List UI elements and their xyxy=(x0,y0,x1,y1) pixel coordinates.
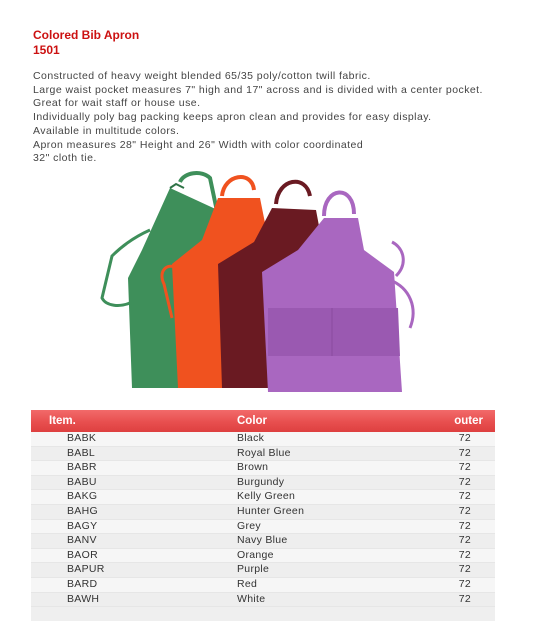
cell-color: White xyxy=(237,592,266,605)
table-row xyxy=(31,593,495,608)
table-row xyxy=(31,461,495,476)
cell-item: BAWH xyxy=(67,592,100,605)
product-code: 1501 xyxy=(33,43,60,57)
cell-color: Grey xyxy=(237,519,261,532)
cell-outer: 72 xyxy=(458,592,471,605)
table-row xyxy=(31,563,495,578)
cell-outer: 72 xyxy=(458,446,471,459)
table-footer xyxy=(31,607,495,621)
cell-item: BAOR xyxy=(67,548,98,561)
cell-color: Orange xyxy=(237,548,274,561)
cell-outer: 72 xyxy=(458,490,471,503)
cell-color: Kelly Green xyxy=(237,490,296,503)
description-line: Large waist pocket measures 7" high and 17" across and is divided with a center pocket. xyxy=(33,83,483,96)
table-row xyxy=(31,520,495,535)
cell-color: Brown xyxy=(237,461,269,474)
column-header-outer: outer xyxy=(454,415,483,427)
table-row xyxy=(31,476,495,491)
table-body xyxy=(31,432,495,607)
description-line: Constructed of heavy weight blended 65/35 poly/cotton twill fabric. xyxy=(33,70,371,82)
cell-outer: 72 xyxy=(458,475,471,488)
cell-color: Purple xyxy=(237,563,270,576)
cell-color: Black xyxy=(237,432,265,444)
cell-item: BAKG xyxy=(67,490,98,503)
cell-color: Red xyxy=(237,577,258,590)
cell-outer: 72 xyxy=(458,519,471,532)
cell-outer: 72 xyxy=(458,504,471,517)
table-row xyxy=(31,505,495,520)
cell-color: Burgundy xyxy=(237,475,285,488)
description-line: Great for wait staff or house use. xyxy=(33,97,201,110)
table-header xyxy=(31,410,495,432)
cell-item: BABU xyxy=(67,475,97,488)
table-row xyxy=(31,432,495,447)
table-row xyxy=(31,578,495,593)
description-line: 32" cloth tie. xyxy=(33,152,97,165)
description-line: Available in multitude colors. xyxy=(33,124,180,137)
cell-color: Royal Blue xyxy=(237,446,291,459)
table-row xyxy=(31,549,495,564)
cell-outer: 72 xyxy=(458,534,471,547)
description-line: Individually poly bag packing keeps apron clean and provides for easy display. xyxy=(33,111,432,124)
table-row xyxy=(31,447,495,462)
cell-outer: 72 xyxy=(458,432,471,444)
cell-item: BAGY xyxy=(67,519,98,532)
cell-item: BABK xyxy=(67,432,97,444)
column-header-color: Color xyxy=(237,415,268,427)
cell-outer: 72 xyxy=(458,577,471,590)
product-header xyxy=(33,28,139,58)
cell-outer: 72 xyxy=(458,548,471,561)
column-header-item: Item. xyxy=(49,415,76,427)
cell-item: BARD xyxy=(67,577,98,590)
description-line: Apron measures 28" Height and 26" Width with color coordinated xyxy=(33,138,364,151)
apron-product-image xyxy=(92,168,432,396)
cell-item: BAPUR xyxy=(67,563,105,576)
table-row xyxy=(31,534,495,549)
cell-item: BABL xyxy=(67,446,96,459)
table-row xyxy=(31,490,495,505)
cell-item: BANV xyxy=(67,534,97,547)
cell-outer: 72 xyxy=(458,563,471,576)
product-description xyxy=(33,70,533,166)
cell-color: Navy Blue xyxy=(237,534,288,547)
cell-color: Hunter Green xyxy=(237,504,305,517)
product-table xyxy=(31,410,495,621)
cell-item: BABR xyxy=(67,461,97,474)
cell-item: BAHG xyxy=(67,504,98,517)
product-title: Colored Bib Apron xyxy=(33,28,140,42)
cell-outer: 72 xyxy=(458,461,471,474)
